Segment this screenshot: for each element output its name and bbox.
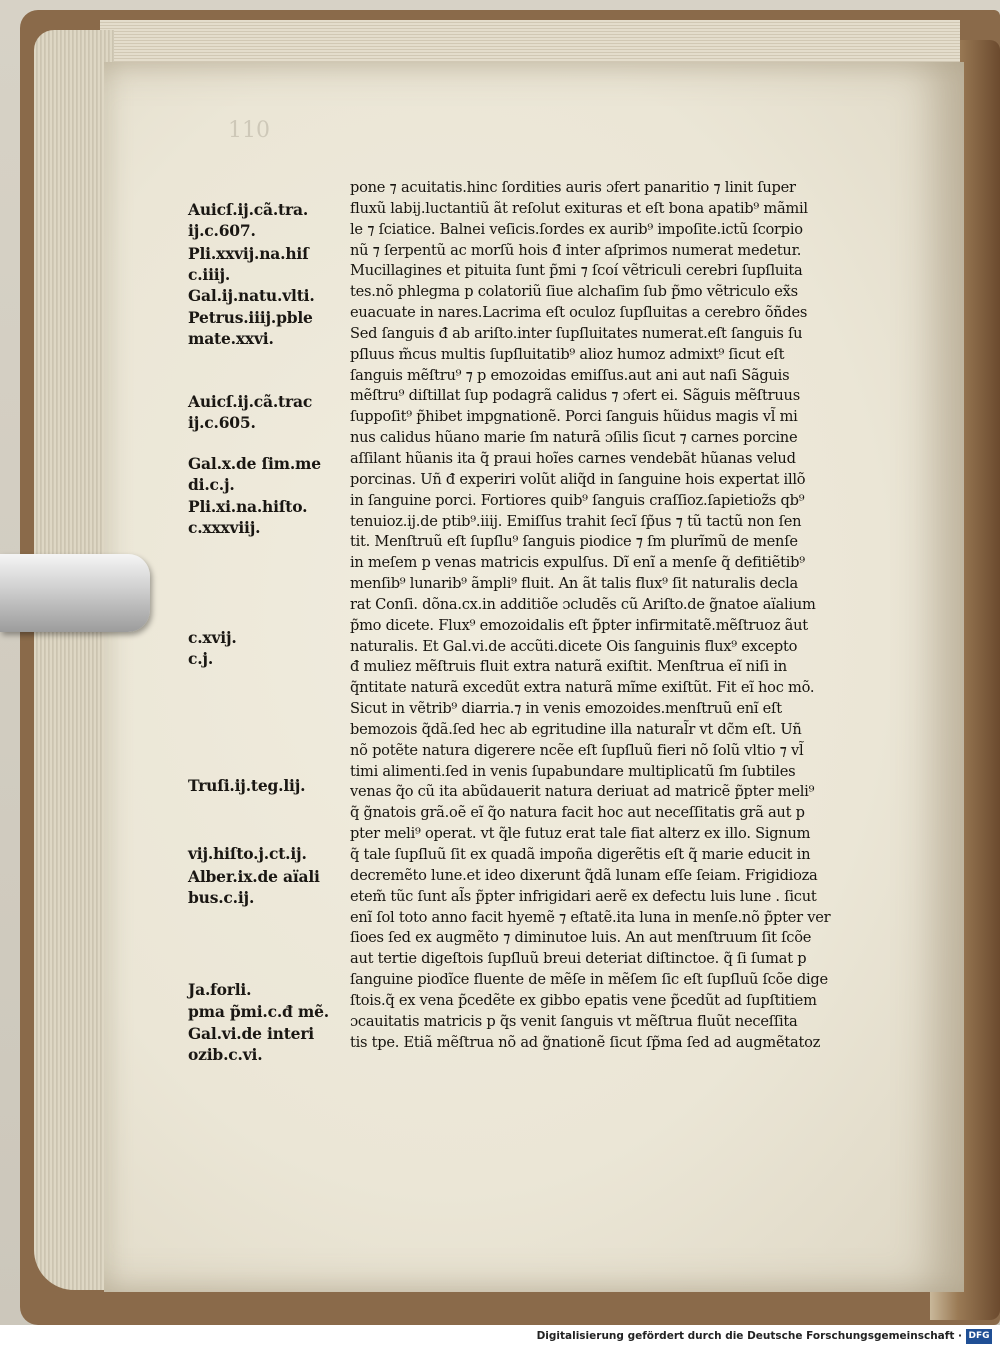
text-line: mẽſtru⁹ diſtillat ſup podagrã calidus ⁊ ɔfert ei. Sãguis mẽſtruus — [350, 387, 800, 405]
text-line: nus calidus hũano marie ſm naturã ɔſilis ſicut ⁊ carnes porcine — [350, 429, 798, 447]
text-line: venas q̃o cũ ita abũdauerit natura deriuat ad matricẽ p̃pter meli⁹ — [350, 783, 815, 801]
text-line: tenuioz.ij.de ptib⁹.iiij. Emiſſus trahit ſecĩ ſp̃us ⁊ tũ tactũ non ſen — [350, 512, 802, 530]
marginal-note: Auicſ.ij.cã.tra. ij.c.607. — [188, 200, 309, 240]
marginal-note: Gal.ij.natu.vlti. — [188, 286, 315, 305]
text-line: timi alimenti.ſed in venis ſupabundare multiplicatũ ſm ſubtiles — [350, 762, 796, 780]
text-line: le ⁊ ſciatice. Balnei veſicis.ſordes ex aurib⁹ impoſite.ictũ ſcorpio — [350, 220, 803, 238]
text-line: q̃ tale ſupſluũ ſit ex quadã impoña digerẽtis eſt q̃ marie educit in — [350, 846, 811, 863]
marginal-note: c.xvij. c.j. — [188, 628, 237, 668]
text-line: ſuppoſit⁹ p̃hibet impgnationẽ. Porci ſanguis hũidus magis vl̃ mi — [350, 408, 798, 426]
text-line: tes.nõ phlegma p colatoriũ ſiue alchaſim ſub p̃mo vẽtriculo ex̃s — [350, 283, 798, 301]
text-line: aſſilant hũanis ita q̃ praui hoĩes carnes vendebãt hũanas velud — [350, 449, 796, 467]
text-line: Sed ſanguis đ ab ariſto.inter ſupſluitates numerat.eſt ſanguis ſu — [350, 324, 803, 342]
text-line: naturalis. Et Gal.vi.de accũti.dicete Ois ſanguinis flux⁹ excepto — [350, 637, 798, 655]
marginal-note: Auicſ.ij.cã.trac ij.c.605. — [188, 392, 313, 432]
text-line: in ſanguine porci. Fortiores quib⁹ ſanguis craſſioz.ſapietioz̃s qb⁹ — [350, 491, 805, 509]
text-line: ſanguis mẽſtru⁹ ⁊ p emozoidas emiſſus.aut ani aut naſi Sãguis — [350, 366, 790, 384]
text-line: nũ ⁊ ſerpentũ ac morſũ hois đ inter aſprimos numerat medetur. — [350, 241, 802, 259]
marginal-note: Ja.forli. — [188, 980, 252, 999]
text-line: bemozois q̃dã.ſed hec ab egritudine illa natural̃r vt dc̃m eſt. Uñ — [350, 720, 802, 738]
page-stack-left — [34, 30, 114, 1290]
text-line: pſluus m̃cus multis ſupſluitatib⁹ alioz humoz admixt⁹ ſicut eſt — [350, 345, 785, 363]
text-line: porcinas. Uñ đ experiri volũt aliq̃d in ſanguine hois expertat illõ — [350, 470, 806, 488]
text-line: đ muliez mẽſtruis fluit extra naturã exiſtit. Menſtrua eĩ niſi in — [350, 658, 787, 676]
page-stack-top — [100, 20, 960, 65]
dfg-logo: DFG — [966, 1329, 992, 1344]
text-line: rat Conſi. dõna.cx.in additiõe ɔcludẽs cũ Ariſto.de g̃natoe aïalium — [350, 595, 816, 613]
marginal-note: Pli.xi.na.hiſto. c.xxxviij. — [188, 497, 308, 537]
text-line: pone ⁊ acuitatis.hinc ſordities auris ɔfert panaritio ⁊ linit ſuper — [350, 179, 796, 196]
marginal-note: Gal.vi.de interi ozib.c.vi. — [188, 1024, 314, 1064]
text-line: decremẽto lune.et ideo dixerunt q̃dã lunam eſſe ſeiam. Frigidioza — [350, 866, 818, 884]
page-clip — [0, 554, 150, 632]
marginal-note: vij.hiſto.j.ct.ij. — [188, 844, 307, 863]
main-text-block — [350, 178, 906, 1078]
text-line: Mucillagines et pituita ſunt p̃mi ⁊ ſcoí vẽtriculi cerebri ſupſluita — [350, 262, 803, 280]
text-line: enĩ ſol toto anno facit hyemẽ ⁊ eſtatẽ.ita luna in menſe.nõ p̃pter ver — [350, 908, 831, 926]
footer-bar — [0, 1325, 1000, 1349]
marginal-note: Petrus.iiij.pble mate.xxvi. — [188, 308, 313, 348]
marginal-note: Gal.x.de ſim.me di.c.j. — [188, 454, 321, 494]
text-line: tit. Menſtruũ eſt ſupſlu⁹ ſanguis piodice ⁊ ſm plurĩmũ de menſe — [350, 533, 798, 551]
text-line: menſib⁹ lunarib⁹ ãmpli⁹ fluit. An ãt talis flux⁹ ſit naturalis decla — [350, 575, 798, 593]
marginal-notes — [188, 200, 348, 1080]
text-line: aut tertie digeſtois ſupſluũ breui deteriat diſtinctoe. q̃ ſi ſumat p — [350, 950, 807, 968]
text-line: q̃ntitate naturã excedũt extra naturã mĩme exiſtũt. Fit eĩ hoc mõ. — [350, 679, 815, 697]
footer-credit: Digitalisierung gefördert durch die Deutsche Forschungsgemeinschaft · — [536, 1330, 962, 1342]
marginal-note: Pli.xxvij.na.hiſ c.iiij. — [188, 244, 309, 284]
marginal-note: Alber.ix.de aïali bus.c.ij. — [188, 867, 320, 907]
text-line: nõ potẽte natura digerere ncẽe eſt ſupſluũ fieri nõ ſolũ vltio ⁊ vl̃ — [350, 741, 804, 759]
marginal-note: Truſi.ij.teg.lij. — [188, 776, 306, 795]
text-line: pter meli⁹ operat. vt q̃le futuz erat tale fiat alterz ex illo. Signum — [350, 825, 811, 843]
text-line: ſioes ſed ex augmẽto ⁊ diminutoe luis. An aut menſtruum ſit ſcõe — [350, 929, 812, 947]
text-line: ɔcauitatis matricis p q̃s venit ſanguis vt mẽſtrua fluũt neceſſita — [350, 1012, 798, 1030]
ghost-folio-number: 110 — [228, 118, 270, 143]
text-line: ſanguine piodĩce fluente de mẽſe in mẽſem ſic eſt ſupſluũ ſcõe dige — [350, 971, 828, 989]
text-line: in meſem p venas matricis expulſus. Dĩ enĩ a menſe q̃ defitiẽtib⁹ — [350, 554, 805, 572]
text-line: etem̃ tũc ſunt al̃s p̃pter infrigidari aerẽ ex defectu luis lune . ſicut — [350, 887, 817, 905]
text-line: q̃ g̃natois grã.oẽ eĩ q̃o natura facit hoc aut neceſſitatis grã aut p — [350, 804, 805, 822]
text-line: p̃mo dicete. Flux⁹ emozoidalis eſt p̃pter infirmitatẽ.mẽſtruoz ãut — [350, 616, 808, 634]
text-line: Sicut in vẽtrib⁹ diarria.⁊ in venis emozoides.menſtruũ enĩ eſt — [350, 700, 782, 718]
text-line: euacuate in nares.Lacrima eſt oculoz ſupſluitas a cerebro õñdes — [350, 304, 808, 322]
text-line: fluxũ labij.luctantiũ ãt reſolut exituras et eſt bona apatib⁹ mãmil — [350, 199, 808, 217]
marginal-note: pma p̃mi.c.đ mẽ. — [188, 1002, 329, 1021]
text-line: ſtois.q̃ ex vena p̃cedẽte ex gibbo epatis vene p̃cedũt ad ſupſtitiem — [350, 991, 817, 1009]
text-line: tis tpe. Etiã mẽſtrua nõ ad g̃nationẽ ſicut ſp̃ma ſed ad augmẽtatoz — [350, 1033, 821, 1051]
